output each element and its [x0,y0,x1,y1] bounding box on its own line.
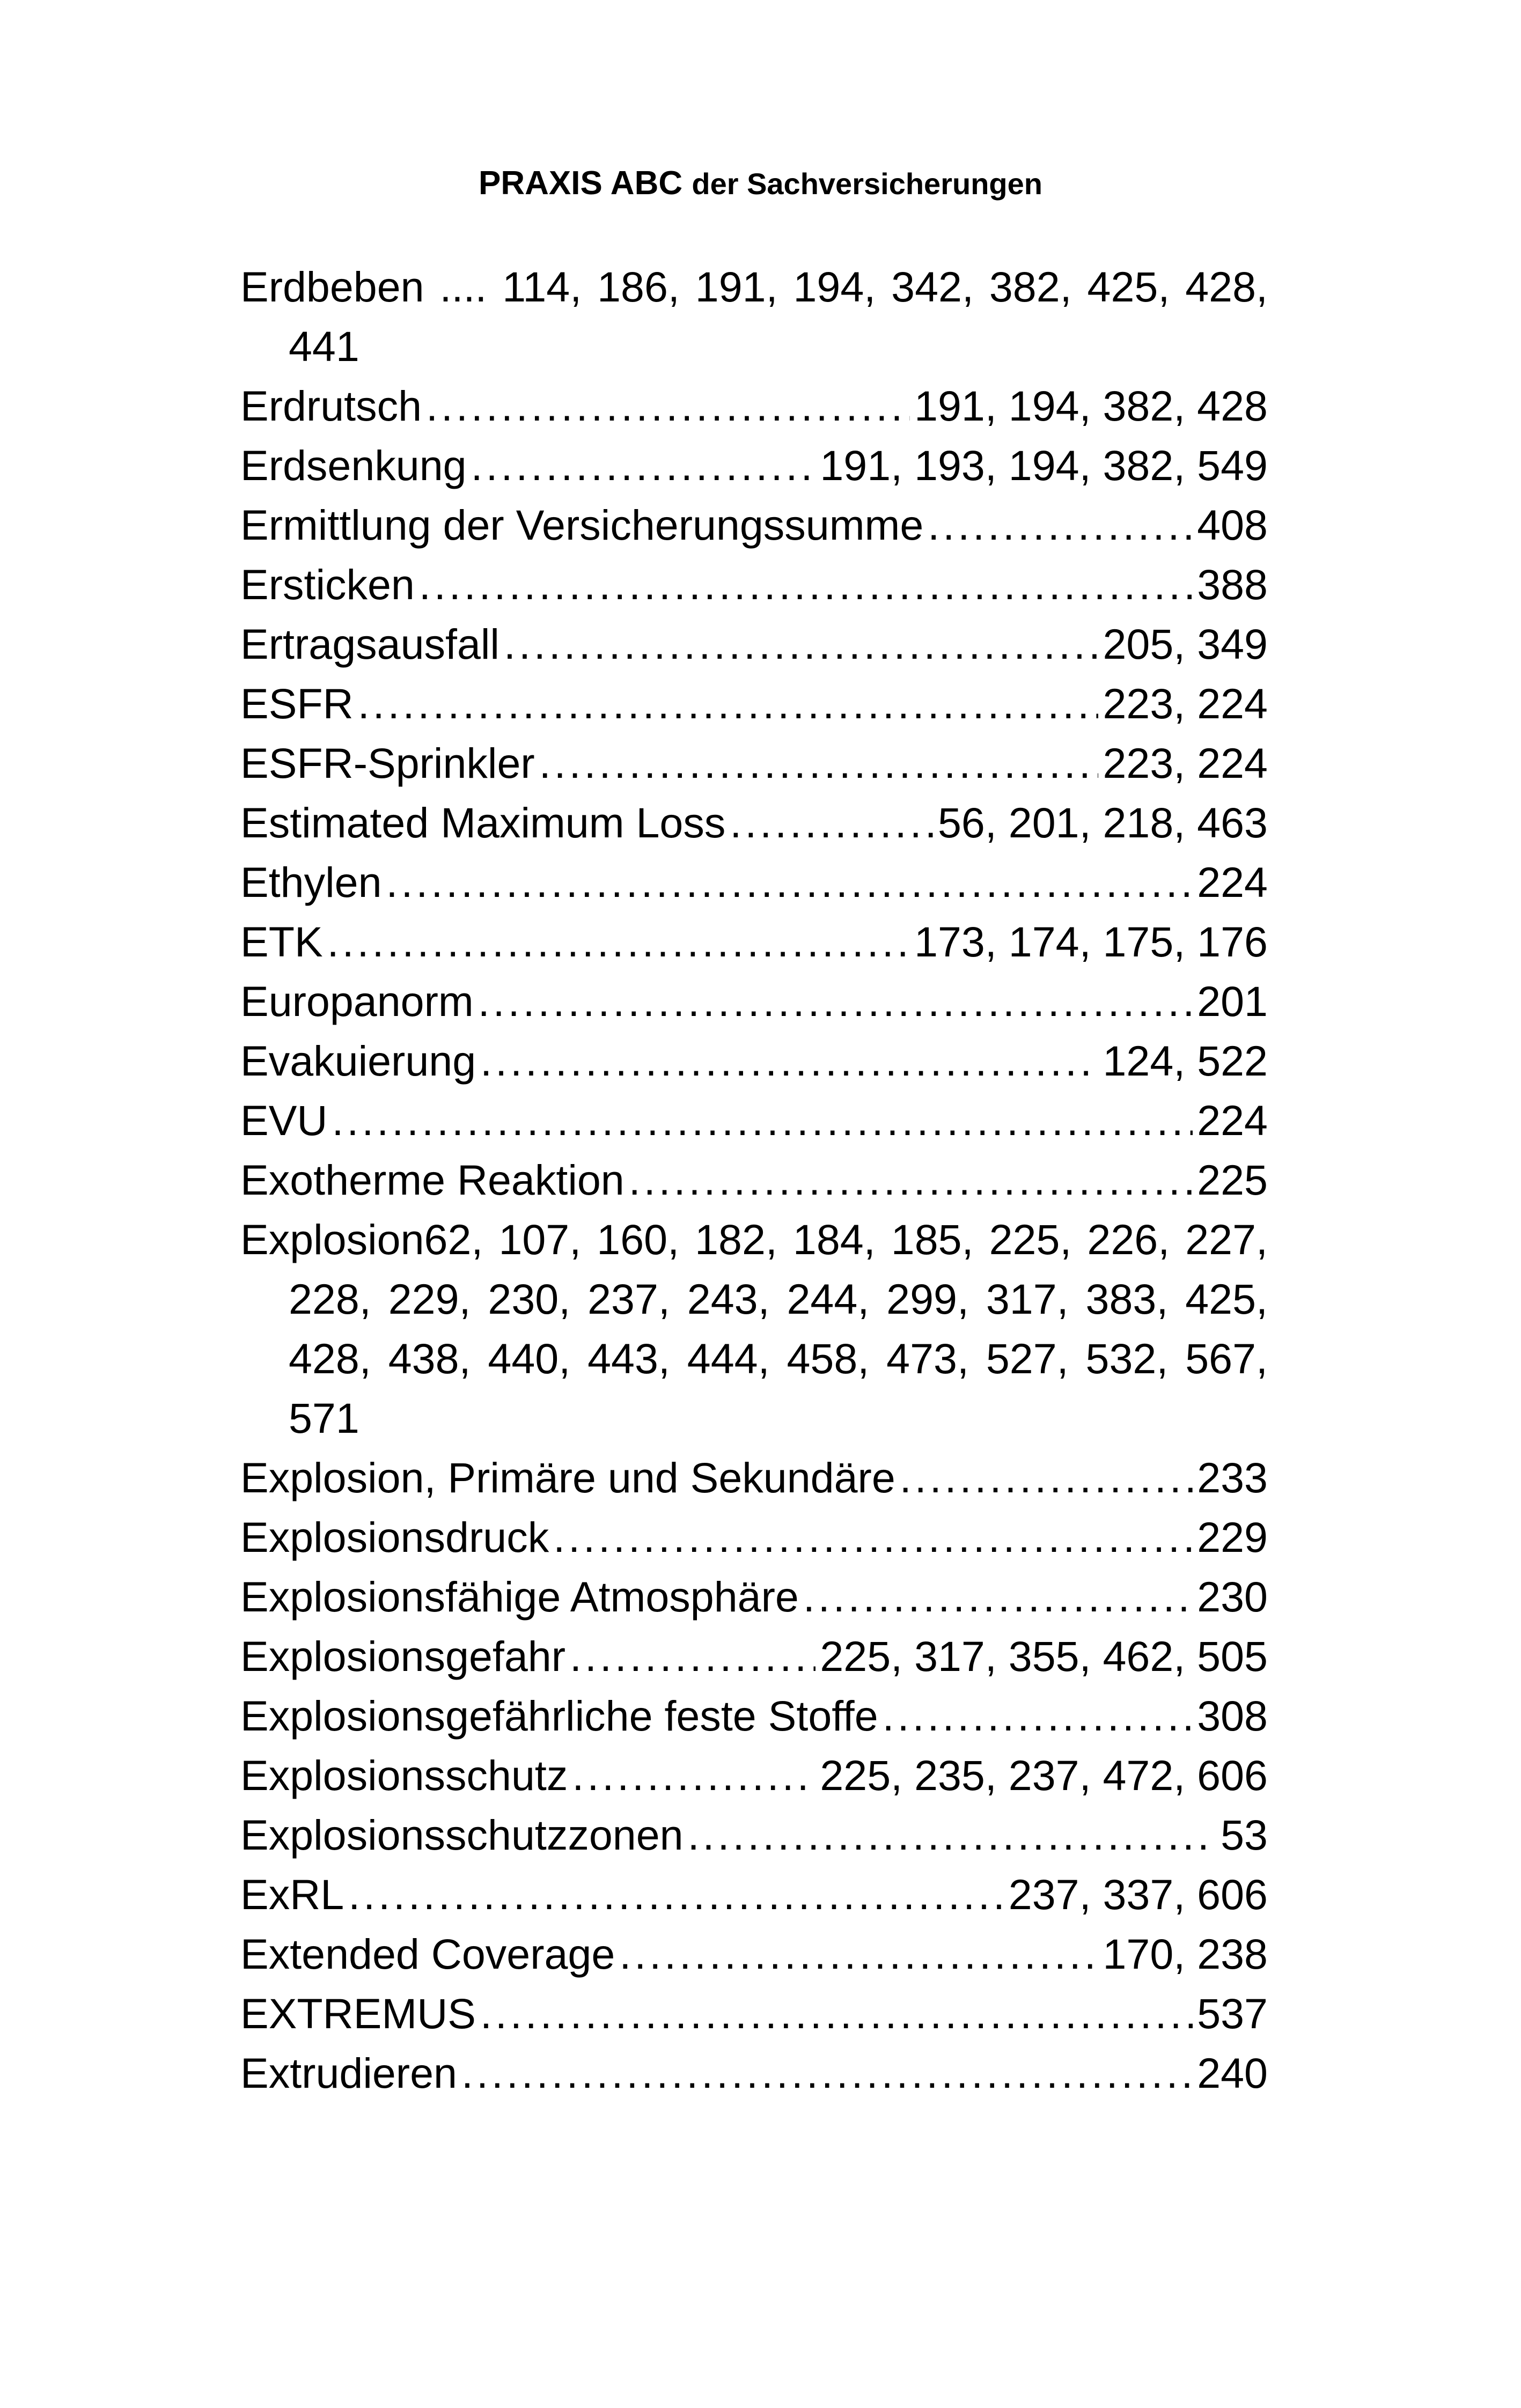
index-leader [572,1746,815,1805]
index-entry [240,555,1268,614]
running-header [0,162,1521,205]
index-leader [471,436,816,495]
index-entry [240,1031,1268,1091]
header-title-bold: PRAXIS ABC [479,165,683,202]
index-term: ExRL [240,1871,344,1918]
index-leader [504,614,1098,674]
index-entry [240,1448,1268,1507]
index-term: Explosionsgefährliche feste Stoffe [240,1692,878,1740]
index-pages: 62, 107, 160, 182, 184, 185, 225, 226, 227, 228, 229, 230, 237, 243, 244, 299, 317, 383, 425, 428, 438, 440, 443, 444, 458, 473, 527, 532, 567, 571 [289,1216,1268,1442]
index-pages: 237, 337, 606 [1008,1871,1268,1918]
index-leader: .... [424,263,503,311]
index-term: Extended Coverage [240,1930,615,1978]
index-entry [240,1507,1268,1567]
index-pages: 225 [1197,1156,1268,1204]
index-term: Evakuierung [240,1037,476,1085]
index-entry [240,1924,1268,1984]
index-term: Erdsenkung [240,441,467,489]
index-entry-explosion [240,1210,1268,1448]
index-term: Extrudieren [240,2049,457,2097]
index-leader [386,852,1193,912]
index-pages: 229 [1197,1513,1268,1561]
header-title-rest: der Sachversicherungen [692,167,1042,201]
index-term: Ethylen [240,858,382,906]
index-pages: 223, 224 [1103,680,1268,727]
index-entry [240,614,1268,674]
index-leader [803,1567,1193,1626]
index-leader [539,733,1099,793]
index-leader [358,674,1099,733]
index-entry [240,1567,1268,1626]
index-pages: 191, 194, 382, 428 [914,382,1268,430]
index-entry [240,1805,1268,1865]
index-pages: 223, 224 [1103,739,1268,787]
index-entry-erdbeben [240,257,1268,376]
index-leader [629,1150,1193,1210]
index-leader [480,1031,1098,1091]
index-entry [240,793,1268,852]
index-entry [240,436,1268,495]
index-pages: 233 [1197,1454,1268,1501]
index-pages: 53 [1221,1811,1268,1859]
index-leader [478,971,1193,1031]
index-list [240,257,1268,2103]
index-leader [426,376,910,436]
index-pages: 205, 349 [1103,620,1268,668]
index-term: Ertragsausfall [240,620,499,668]
index-term: ESFR-Sprinkler [240,739,535,787]
index-pages: 170, 238 [1103,1930,1268,1978]
index-term: EVU [240,1096,328,1144]
index-entry [240,495,1268,555]
index-pages: 56, 201, 218, 463 [938,799,1268,846]
index-leader [332,1091,1193,1150]
index-entry [240,1984,1268,2043]
index-leader [619,1924,1098,1984]
index-entry [240,2043,1268,2103]
index-pages: 114, 186, 191, 194, 342, 382, 425, 428, 441 [289,263,1268,370]
index-entry [240,1865,1268,1924]
index-pages: 308 [1197,1692,1268,1740]
index-term: Explosionsfähige Atmosphäre [240,1573,799,1621]
index-pages: 224 [1197,1096,1268,1144]
index-entry [240,852,1268,912]
index-term: ETK [240,918,323,966]
index-term: EXTREMUS [240,1990,476,2037]
index-term: Ersticken [240,561,415,608]
index-entry [240,1746,1268,1805]
index-entry [240,1626,1268,1686]
index-pages: 537 [1197,1990,1268,2037]
index-entry [240,1091,1268,1150]
index-entry [240,1150,1268,1210]
index-term: Erdrutsch [240,382,422,430]
index-entry [240,1686,1268,1746]
index-term: Ermittlung der Versicherungssumme [240,501,924,549]
index-pages: 124, 522 [1103,1037,1268,1085]
index-leader [900,1448,1193,1507]
index-leader [419,555,1193,614]
index-entry [240,674,1268,733]
index-term: Explosionsgefahr [240,1632,566,1680]
index-entry [240,376,1268,436]
index-entry [240,912,1268,971]
index-pages: 191, 193, 194, 382, 549 [820,441,1268,489]
index-pages: 230 [1197,1573,1268,1621]
index-leader [348,1865,1004,1924]
index-term: Erdbeben [240,263,424,311]
index-term: Europanorm [240,977,474,1025]
index-term: ESFR [240,680,354,727]
index-term: Explosion [240,1216,424,1263]
index-leader [461,2043,1193,2103]
index-term: Explosion, Primäre und Sekundäre [240,1454,895,1501]
index-pages: 225, 317, 355, 462, 505 [820,1632,1268,1680]
index-pages: 388 [1197,561,1268,608]
index-leader [883,1686,1193,1746]
index-term: Explosionsschutzzonen [240,1811,684,1859]
index-term: Explosionsdruck [240,1513,549,1561]
index-term: Exotherme Reaktion [240,1156,624,1204]
index-pages: 225, 235, 237, 472, 606 [820,1751,1268,1799]
index-leader [553,1507,1193,1567]
index-entry [240,733,1268,793]
index-pages: 240 [1197,2049,1268,2097]
index-pages: 201 [1197,977,1268,1025]
index-pages: 224 [1197,858,1268,906]
index-pages: 173, 174, 175, 176 [914,918,1268,966]
index-entry [240,971,1268,1031]
index-leader [688,1805,1217,1865]
index-pages: 408 [1197,501,1268,549]
index-leader [327,912,910,971]
index-term: Explosionsschutz [240,1751,568,1799]
index-leader [730,793,934,852]
index-leader [570,1626,815,1686]
index-leader [928,495,1193,555]
index-term: Estimated Maximum Loss [240,799,726,846]
index-leader [480,1984,1193,2043]
